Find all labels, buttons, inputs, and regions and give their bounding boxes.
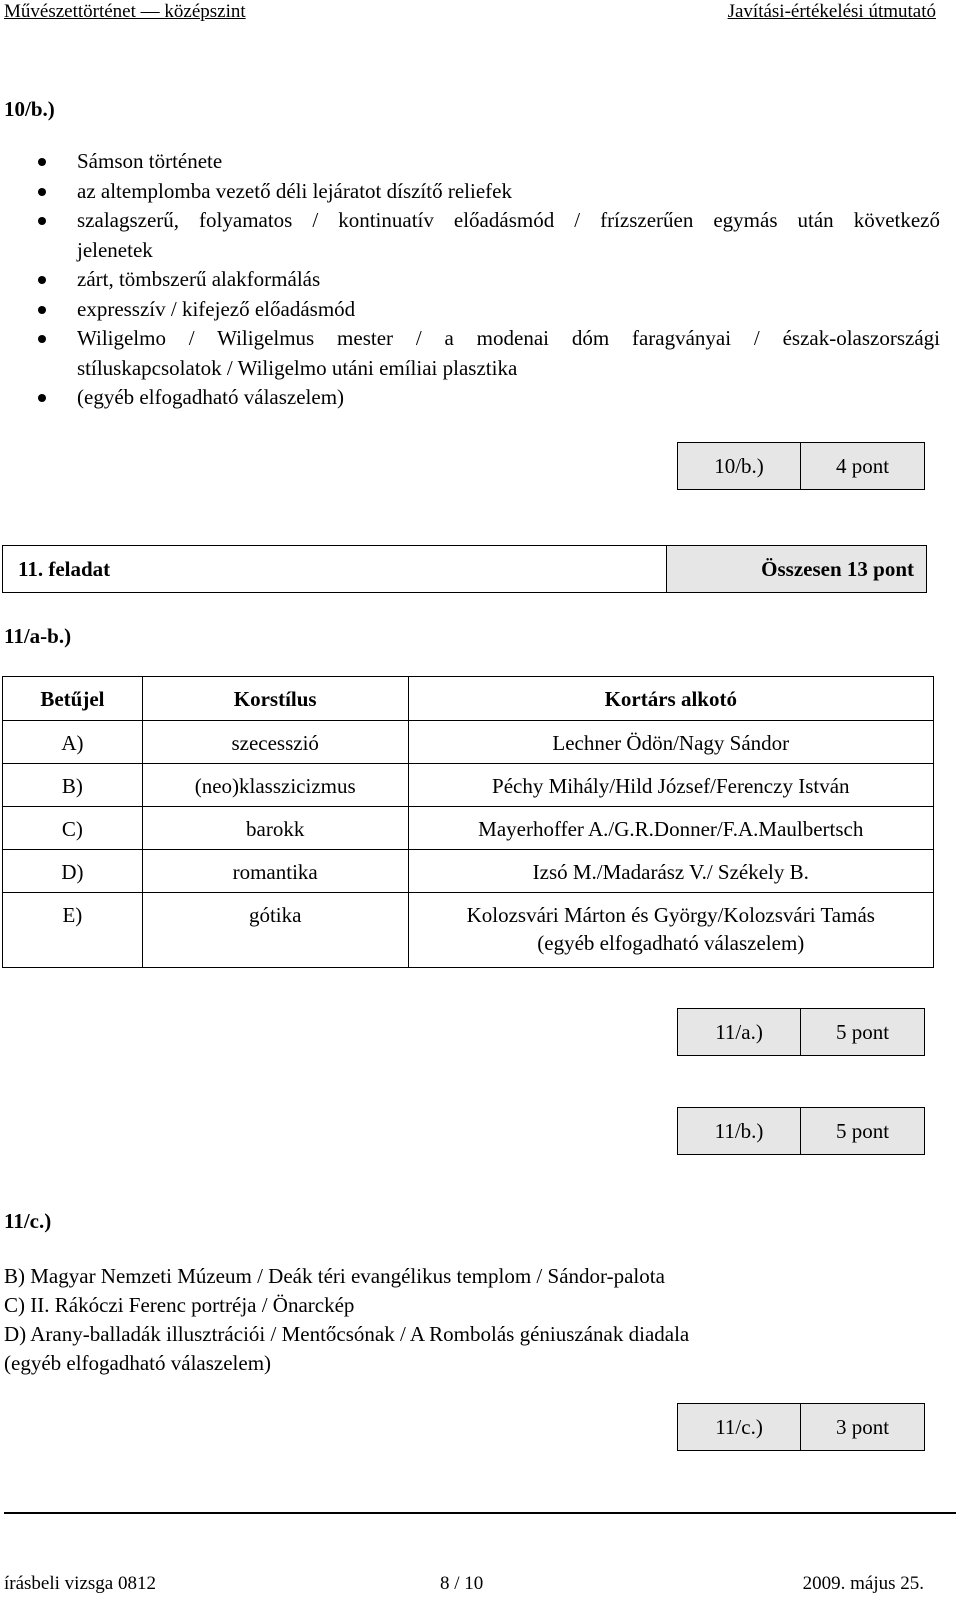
table-cell: (neo)klasszicizmus (142, 764, 408, 807)
table-row (3, 764, 934, 807)
score-box-10b (677, 442, 925, 490)
bullet-item: expresszív / kifejező előadásmód (0, 295, 940, 325)
table-cell: barokk (142, 807, 408, 850)
table-cell: szecesszió (142, 721, 408, 764)
column-header: Korstílus (142, 677, 408, 721)
score-label: 11/a.) (678, 1009, 801, 1055)
footer-page-number: 8 / 10 (440, 1573, 484, 1594)
bullet-item: az altemplomba vezető déli lejáratot díszítő reliefek (0, 177, 940, 207)
bullet-icon (38, 276, 46, 284)
answer-line: D) Arany-balladák illusztrációi / Mentőcsónak / A Rombolás géniuszának diadala (4, 1322, 690, 1346)
score-label: 10/b.) (678, 443, 801, 489)
bullet-icon (38, 306, 46, 314)
table-row (3, 850, 934, 893)
cell-note: (egyéb elfogadható válaszelem) (537, 931, 805, 955)
answer-table (2, 676, 934, 968)
answer-line: B) Magyar Nemzeti Múzeum / Deák téri evangélikus templom / Sándor-palota (4, 1264, 665, 1288)
table-cell: romantika (142, 850, 408, 893)
bullet-item: szalagszerű, folyamatos / kontinuatív előadásmód / frízszerűen egymás után következő jelenetek (0, 206, 940, 265)
score-points: 3 pont (835, 1414, 890, 1439)
table-cell: A) (3, 721, 143, 764)
cell-text: Kolozsvári Márton és György/Kolozsvári Tamás (466, 903, 875, 927)
header-right: Javítási-értékelési útmutató (727, 1, 936, 22)
table-cell (408, 893, 933, 968)
bullet-item: (egyéb elfogadható válaszelem) (0, 383, 940, 413)
bullet-icon (38, 217, 46, 225)
answer-line: (egyéb elfogadható válaszelem) (4, 1351, 272, 1375)
footer-date: 2009. május 25. (802, 1573, 924, 1594)
table-cell: Lechner Ödön/Nagy Sándor (408, 721, 933, 764)
column-header: Kortárs alkotó (408, 677, 933, 721)
table-cell: Mayerhoffer A./G.R.Donner/F.A.Maulbertsch (408, 807, 933, 850)
table-row (3, 893, 934, 968)
column-header: Betűjel (3, 677, 143, 721)
task-title: 11. feladat (3, 546, 667, 592)
bullet-icon (38, 188, 46, 196)
score-box-11a (677, 1008, 925, 1056)
table-cell: E) (3, 893, 143, 968)
bullet-item: zárt, tömbszerű alakformálás (0, 265, 940, 295)
score-box-11c (677, 1403, 925, 1451)
table-cell: B) (3, 764, 143, 807)
table-cell: C) (3, 807, 143, 850)
bullet-icon (38, 158, 46, 166)
task-11-header (2, 545, 927, 593)
table-row (3, 807, 934, 850)
table-cell: Péchy Mihály/Hild József/Ferenczy István (408, 764, 933, 807)
table-cell: gótika (142, 893, 408, 968)
table-cell: Izsó M./Madarász V./ Székely B. (408, 850, 933, 893)
table-header-row (3, 677, 934, 721)
score-label: 11/c.) (678, 1404, 801, 1450)
answer-line: C) II. Rákóczi Ferenc portréja / Önarckép (4, 1293, 355, 1317)
task-total: Összesen 13 pont (667, 546, 926, 592)
footer-left: írásbeli vizsga 0812 (4, 1573, 156, 1594)
section-10b-bullet-list (0, 147, 940, 413)
bullet-icon (38, 394, 46, 402)
score-points: 5 pont (835, 1019, 890, 1044)
table-row (3, 721, 934, 764)
section-11ab-heading: 11/a-b.) (4, 624, 72, 648)
table-cell: D) (3, 850, 143, 893)
score-label: 11/b.) (678, 1108, 801, 1154)
score-points: 5 pont (835, 1118, 890, 1143)
bullet-item: Sámson története (0, 147, 940, 177)
header-left: Művészettörténet — középszint (4, 1, 246, 22)
section-11c-heading: 11/c.) (4, 1209, 52, 1233)
section-11c-answers (4, 1262, 689, 1378)
score-box-11b (677, 1107, 925, 1155)
score-points: 4 pont (835, 453, 890, 478)
section-10b-heading: 10/b.) (4, 97, 55, 121)
footer-divider (4, 1512, 956, 1514)
bullet-icon (38, 335, 46, 343)
bullet-item: Wiligelmo / Wiligelmus mester / a modenai dóm faragványai / észak-olaszországi stíluskapcsolatok / Wiligelmo utáni emíliai plasztika (0, 324, 940, 383)
